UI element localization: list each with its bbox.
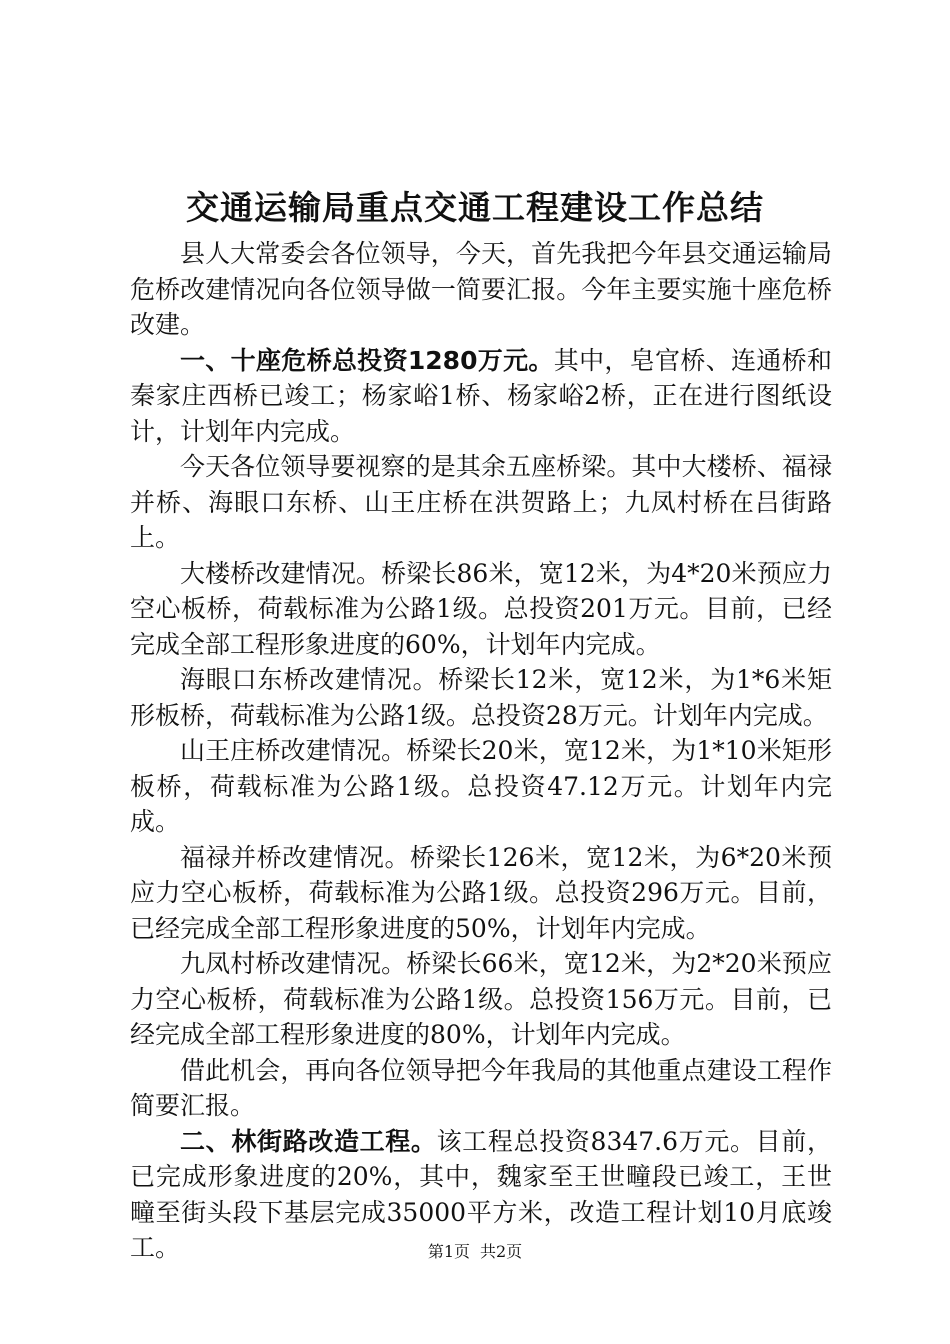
paragraph-text: 大楼桥改建情况。桥梁长86米，宽12米，为4*20米预应力空心板桥，荷载标准为公路1级。总投资201万元。目前，已经完成全部工程形象进度的60%，计划年内完成。 xyxy=(130,558,832,659)
paragraph xyxy=(130,343,832,450)
paragraph-text: 海眼口东桥改建情况。桥梁长12米，宽12米，为1*6米矩形板桥，荷载标准为公路1级。总投资28万元。计划年内完成。 xyxy=(130,665,832,730)
paragraph-text: 今天各位领导要视察的是其余五座桥梁。其中大楼桥、福禄并桥、海眼口东桥、山王庄桥在洪贺路上；九凤村桥在吕街路上。 xyxy=(130,452,832,552)
paragraph xyxy=(130,733,832,840)
paragraph-text: 福禄并桥改建情况。桥梁长126米，宽12米，为6*20米预应力空心板桥，荷载标准为公路1级。总投资296万元。目前，已经完成全部工程形象进度的50%，计划年内完成。 xyxy=(130,842,832,943)
page-number: 第1页 xyxy=(427,1242,470,1261)
paragraph xyxy=(130,556,832,663)
paragraph-text: 九凤村桥改建情况。桥梁长66米，宽12米，为2*20米预应力空心板桥，荷载标准为公路1级。总投资156万元。目前，已经完成全部工程形象进度的80%，计划年内完成。 xyxy=(130,949,832,1049)
paragraph xyxy=(130,840,832,947)
paragraph xyxy=(130,946,832,1053)
paragraph-text: 借此机会，再向各位领导把今年我局的其他重点建设工程作简要汇报。 xyxy=(130,1055,832,1120)
paragraph-text: 县人大常委会各位领导，今天，首先我把今年县交通运输局危桥改建情况向各位领导做一简要汇报。今年主要实施十座危桥改建。 xyxy=(130,239,832,339)
paragraph xyxy=(130,449,832,556)
document-title: 交通运输局重点交通工程建设工作总结 xyxy=(186,188,764,227)
page-total: 共2页 xyxy=(480,1242,523,1261)
paragraph xyxy=(130,1053,832,1124)
paragraph-text: 该工程总投资8347.6万元。目前，已完成形象进度的20%，其中，魏家至王世疃段已竣工，王世疃至街头段下基层完成35000平方米，改造工程计划10月底竣工。 xyxy=(130,1126,832,1262)
paragraph xyxy=(130,236,832,343)
paragraph-text: 山王庄桥改建情况。桥梁长20米，宽12米，为1*10米矩形板桥，荷载标准为公路1级。总投资47.12万元。计划年内完成。 xyxy=(130,736,832,836)
paragraph xyxy=(130,662,832,733)
section-heading: 二、林街路改造工程。 xyxy=(180,1126,437,1156)
document-body xyxy=(130,236,832,1266)
page-footer xyxy=(0,1241,950,1263)
section-heading: 一、十座危桥总投资1280万元。 xyxy=(180,345,554,375)
paragraph-text: 其中，皂官桥、连通桥和秦家庄西桥已竣工；杨家峪1桥、杨家峪2桥，正在进行图纸设计，计划年内完成。 xyxy=(130,345,832,446)
